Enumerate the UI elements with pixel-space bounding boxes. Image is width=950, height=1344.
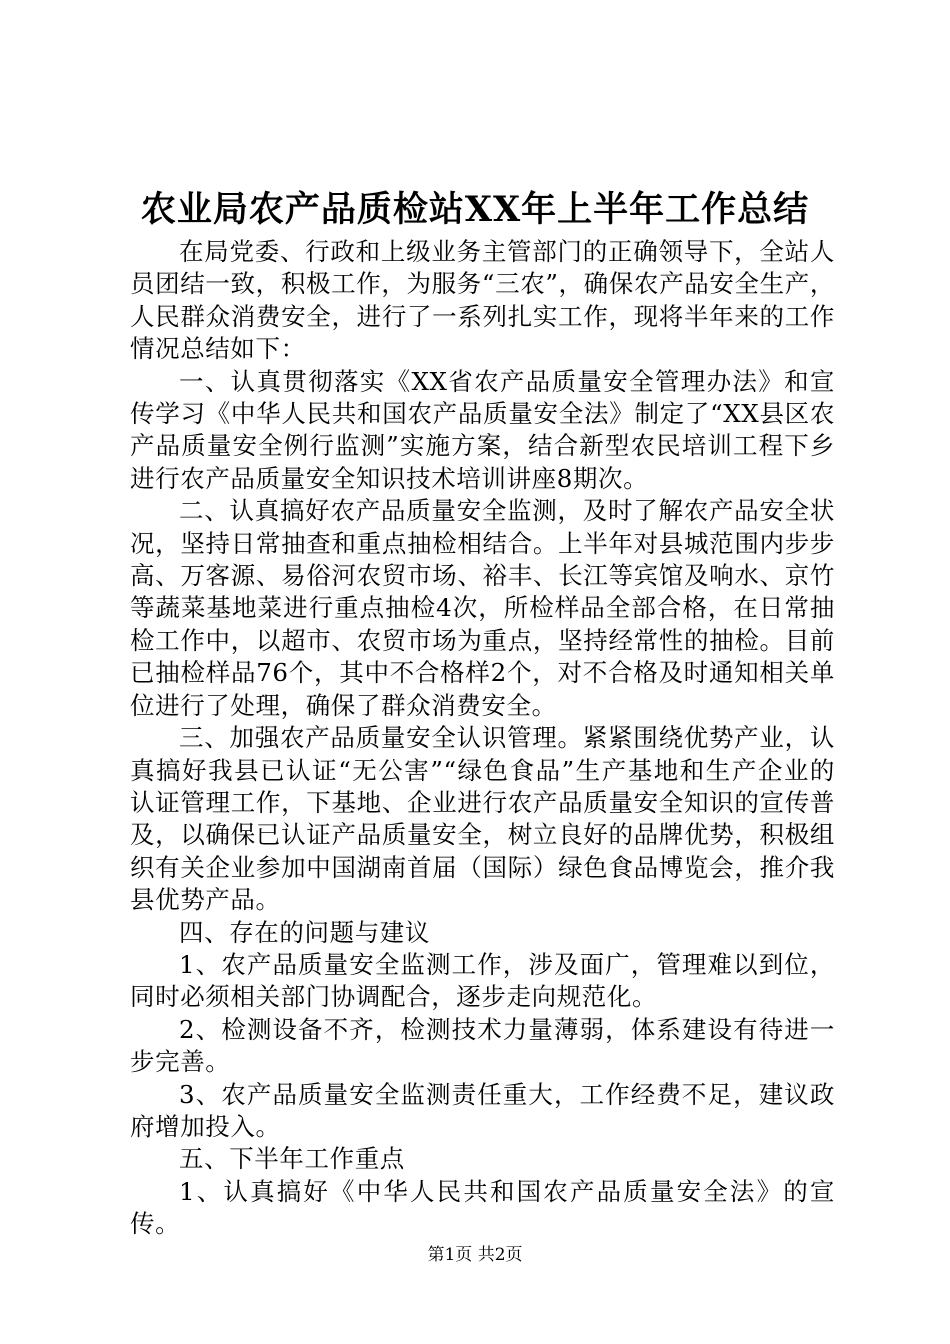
paragraph-section-1: 一、认真贯彻落实《XX省农产品质量安全管理办法》和宣传学习《中华人民共和国农产品质量安全法》制定了“XX县区农产品质量安全例行监测”实施方案，结合新型农民培训工程下乡进行农产品质量安全知识技术培训讲座8期次。 [130, 366, 835, 493]
heading-section-4: 四、存在的问题与建议 [179, 917, 430, 947]
document-body [130, 236, 835, 1241]
page-number-footer: 第1页 共2页 [427, 1245, 523, 1265]
paragraph-section-3: 三、加强农产品质量安全认识管理。紧紧围绕优势产业，认真搞好我县已认证“无公害”“绿色食品”生产基地和生产企业的认证管理工作，下基地、企业进行农产品质量安全知识的宣传普及，以确保已认证产品质量安全，树立良好的品牌优势，积极组织有关企业参加中国湖南首届（国际）绿色食品博览会，推介我县优势产品。 [130, 723, 835, 915]
paragraph-item-4-2: 2、检测设备不齐，检测技术力量薄弱，体系建设有待进一步完善。 [130, 1014, 835, 1077]
paragraph-item-5-1: 1、认真搞好《中华人民共和国农产品质量安全法》的宣传。 [130, 1176, 835, 1239]
paragraph-section-2: 二、认真搞好农产品质量安全监测，及时了解农产品安全状况，坚持日常抽查和重点抽检相结合。上半年对县城范围内步步高、万客源、易俗河农贸市场、裕丰、长江等宾馆及响水、京竹等蔬菜基地菜进行重点抽检4次，所检样品全部合格，在日常抽检工作中，以超市、农贸市场为重点，坚持经常性的抽检。目前已抽检样品76个，其中不合格样2个，对不合格及时通知相关单位进行了处理，确保了群众消费安全。 [130, 496, 835, 720]
paragraph-item-4-1: 1、农产品质量安全监测工作，涉及面广，管理难以到位，同时必须相关部门协调配合，逐步走向规范化。 [130, 949, 835, 1012]
paragraph-intro: 在局党委、行政和上级业务主管部门的正确领导下，全站人员团结一致，积极工作，为服务“三农”，确保农产品安全生产，人民群众消费安全，进行了一系列扎实工作，现将半年来的工作情况总结如下： [130, 237, 835, 364]
paragraph-item-4-3: 3、农产品质量安全监测责任重大，工作经费不足，建议政府增加投入。 [130, 1079, 835, 1141]
heading-section-5: 五、下半年工作重点 [179, 1144, 405, 1174]
document-title: 农业局农产品质检站XX年上半年工作总结 [140, 189, 810, 230]
